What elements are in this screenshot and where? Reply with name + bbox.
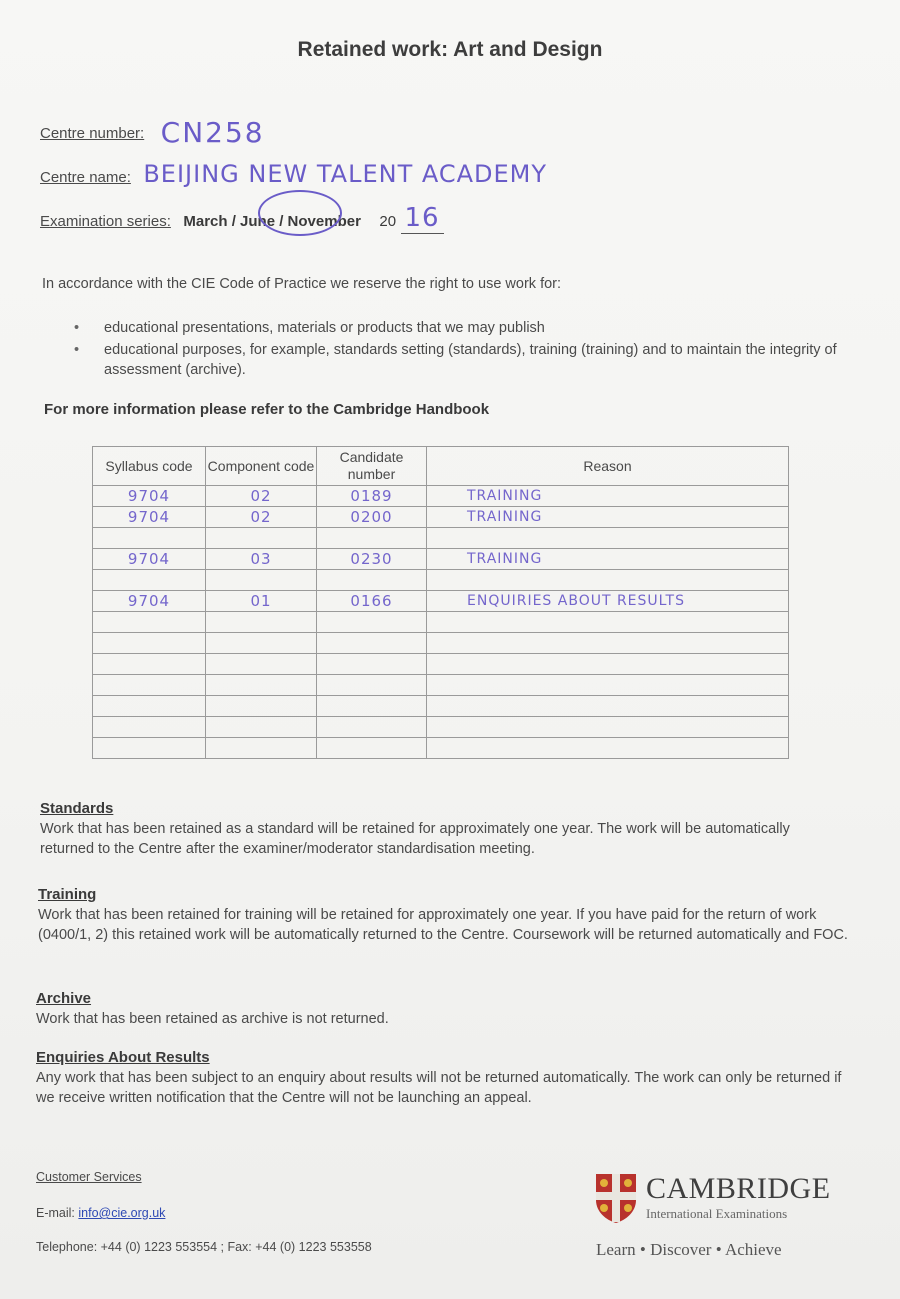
reason-cell: [427, 612, 789, 633]
syllabus-code-cell: 9704: [93, 591, 206, 612]
candidate-number-cell: [317, 696, 427, 717]
syllabus-code-cell: [93, 528, 206, 549]
syllabus-code-cell: [93, 654, 206, 675]
training-heading: Training: [38, 886, 97, 903]
table-row: [93, 528, 789, 549]
enquiries-section: [36, 1049, 850, 1108]
syllabus-code-cell: [93, 633, 206, 654]
reason-cell: [427, 633, 789, 654]
table-row: [93, 591, 789, 612]
candidate-number-cell: [317, 675, 427, 696]
candidate-number-cell: 0189: [317, 486, 427, 507]
bullet-item: • educational purposes, for example, standards setting (standards), training (training) and to maintain the integrity of assessment (archive).: [74, 340, 864, 380]
component-code-cell: 02: [206, 507, 317, 528]
centre-name-label: Centre name:: [40, 169, 131, 186]
reason-header: Reason: [427, 447, 789, 486]
syllabus-code-cell: [93, 696, 206, 717]
reason-cell: [427, 717, 789, 738]
reason-cell: [427, 570, 789, 591]
syllabus-code-cell: 9704: [93, 507, 206, 528]
reason-cell: [427, 675, 789, 696]
enquiries-text: Any work that has been subject to an enquiry about results will not be returned automatically. The work can only be returned if we receive written notification that the Centre will not be launching an appeal.: [36, 1070, 842, 1106]
syllabus-code-cell: [93, 570, 206, 591]
email-label: E-mail:: [36, 1206, 75, 1220]
syllabus-code-cell: 9704: [93, 549, 206, 570]
table-row: [93, 612, 789, 633]
candidate-number-cell: [317, 570, 427, 591]
table-row: [93, 675, 789, 696]
standards-heading: Standards: [40, 800, 114, 817]
archive-heading: Archive: [36, 990, 92, 1007]
component-code-cell: [206, 570, 317, 591]
training-section: [38, 886, 850, 945]
archive-text: Work that has been retained as archive is not returned.: [36, 1011, 389, 1027]
component-code-cell: 02: [206, 486, 317, 507]
centre-number-value: CN258: [160, 116, 265, 149]
syllabus-code-cell: [93, 738, 206, 759]
table-row: [93, 570, 789, 591]
reason-cell: [427, 738, 789, 759]
intro-text: In accordance with the CIE Code of Practice we reserve the right to use work for:: [42, 276, 562, 292]
centre-name-row: [40, 160, 800, 188]
reason-cell: [427, 528, 789, 549]
tagline: Learn • Discover • Achieve: [596, 1240, 782, 1259]
candidate-number-cell: 0200: [317, 507, 427, 528]
reason-cell: [427, 696, 789, 717]
candidate-number-cell: [317, 633, 427, 654]
component-code-cell: [206, 654, 317, 675]
training-text: Work that has been retained for training will be retained for approximately one year. If you have paid for the return of work (0400/1, 2) this retained work will be automatically returned to the Centre. Coursework will be returned automatically and FOC.: [38, 907, 848, 943]
june-circle-mark: [258, 190, 342, 236]
table-header-row: [93, 447, 789, 486]
table-row: [93, 654, 789, 675]
syllabus-code-cell: [93, 717, 206, 738]
candidate-number-cell: [317, 717, 427, 738]
component-code-cell: [206, 528, 317, 549]
component-code-cell: 01: [206, 591, 317, 612]
table-body: [93, 486, 789, 759]
exam-year-suffix: 16: [401, 203, 444, 234]
customer-services-label: Customer Services: [36, 1170, 142, 1184]
table-row: [93, 633, 789, 654]
centre-number-label: Centre number:: [40, 125, 145, 142]
bullet-item: • educational presentations, materials or products that we may publish: [74, 318, 864, 338]
centre-number-row: [40, 112, 265, 149]
table-row: [93, 507, 789, 528]
component-code-header: Component code: [206, 447, 317, 486]
reason-cell: TRAINING: [427, 486, 789, 507]
candidate-number-cell: [317, 528, 427, 549]
centre-name-value: BEIJING NEW TALENT ACADEMY: [143, 160, 548, 188]
syllabus-code-cell: [93, 675, 206, 696]
exam-series-label: Examination series:: [40, 213, 171, 230]
candidate-number-cell: [317, 612, 427, 633]
candidate-number-cell: 0166: [317, 591, 427, 612]
enquiries-heading: Enquiries About Results: [36, 1049, 210, 1066]
candidate-number-header: Candidate number: [317, 447, 427, 486]
table-row: [93, 486, 789, 507]
component-code-cell: [206, 696, 317, 717]
standards-section: [40, 800, 840, 859]
reason-cell: TRAINING: [427, 507, 789, 528]
retained-work-table: [92, 446, 789, 759]
reason-cell: TRAINING: [427, 549, 789, 570]
exam-series-options: March / June / November: [183, 213, 361, 230]
email-link[interactable]: info@cie.org.uk: [78, 1206, 166, 1220]
more-info-text: For more information please refer to the Cambridge Handbook: [44, 401, 490, 418]
table-row: [93, 717, 789, 738]
telephone-text: Telephone: +44 (0) 1223 553554 ; Fax: +44 (0) 1223 553558: [36, 1240, 372, 1254]
component-code-cell: [206, 717, 317, 738]
candidate-number-cell: 0230: [317, 549, 427, 570]
component-code-cell: [206, 738, 317, 759]
component-code-cell: [206, 675, 317, 696]
cambridge-logo-name: CAMBRIDGE: [646, 1172, 831, 1205]
component-code-cell: 03: [206, 549, 317, 570]
component-code-cell: [206, 633, 317, 654]
syllabus-code-cell: 9704: [93, 486, 206, 507]
candidate-number-cell: [317, 738, 427, 759]
usage-bullet-list: [74, 318, 864, 382]
cambridge-logo-sub: International Examinations: [646, 1206, 788, 1221]
archive-section: [36, 990, 848, 1029]
reason-cell: [427, 654, 789, 675]
cambridge-logo: [594, 1172, 844, 1232]
page-title: Retained work: Art and Design: [297, 38, 603, 61]
email-row: [36, 1206, 165, 1220]
table-row: [93, 549, 789, 570]
exam-year-prefix: 20: [379, 213, 397, 230]
table-row: [93, 738, 789, 759]
standards-text: Work that has been retained as a standard will be retained for approximately one year. The work will be automatically returned to the Centre after the examiner/moderator standardisation meeting.: [40, 821, 790, 857]
reason-cell: ENQUIRIES ABOUT RESULTS: [427, 591, 789, 612]
candidate-number-cell: [317, 654, 427, 675]
syllabus-code-header: Syllabus code: [93, 447, 206, 486]
table-row: [93, 696, 789, 717]
cambridge-shield-icon: [594, 1172, 638, 1224]
syllabus-code-cell: [93, 612, 206, 633]
component-code-cell: [206, 612, 317, 633]
